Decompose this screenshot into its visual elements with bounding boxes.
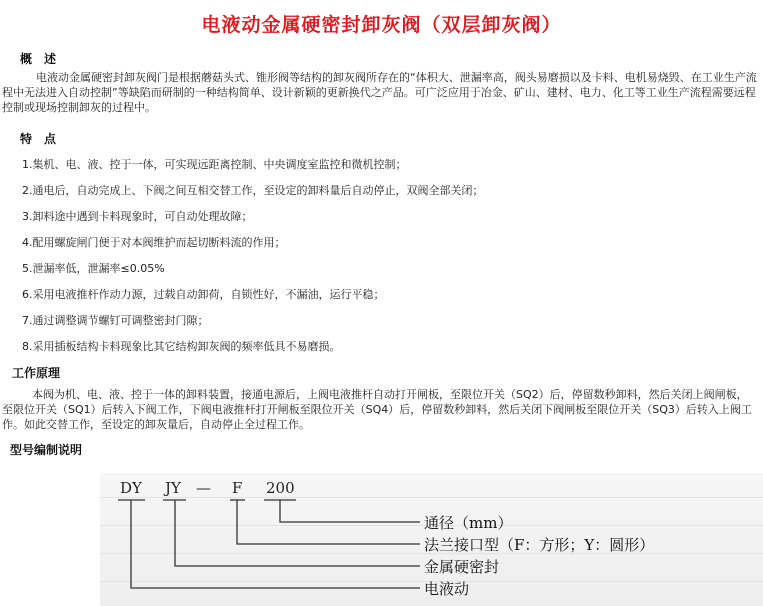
code-part-200: 200 (266, 479, 295, 497)
principle-text: 本阀为机、电、液、控于一体的卸料装置，接通电源后，上阀电液推杆自动打开闸板，至限位开关（SQ2）后，停留数秒卸料，然后关闭上阀闸板，至限位开关（SQ1）后转入下阀工作，下阀电液推杆打开闸板至限位开关（SQ4）后，停留数秒卸料，然后关闭下阀闸板至限位开关（SQ3）后转入上阀工作。如此交替工作，至设定的卸灰量后，自动停止全过程工作。 (2, 388, 752, 431)
code-part-f: F (232, 479, 243, 497)
legend-flange-type: 法兰接口型（F：方形；Y：圆形） (424, 536, 655, 554)
legend-electro-hydraulic: 电液动 (424, 580, 470, 598)
leader-diameter (280, 500, 420, 522)
feature-item-2: 2.通电后，自动完成上、下阀之间互相交替工作，至设定的卸料量后自动停止，双阀全部关闭； (22, 184, 484, 197)
model-heading: 型号编制说明 (10, 443, 83, 457)
feature-item-7: 7.通过调整调节螺钉可调整密封门隙； (22, 314, 209, 327)
leader-hard-seal (175, 500, 420, 566)
feature-item-4: 4.配用螺旋闸门便于对本阀维护而起切断料流的作用； (22, 236, 286, 249)
model-code-diagram (0, 463, 763, 606)
feature-item-3: 3.卸料途中遇到卡料现象时，可自动处理故障； (22, 210, 253, 223)
code-part-dash: — (196, 479, 211, 497)
legend-hard-seal: 金属硬密封 (424, 558, 500, 576)
code-part-dy: DY (120, 479, 142, 497)
feature-item-1: 1.集机、电、液、控于一体，可实现远距离控制、中央调度室监控和微机控制； (22, 158, 407, 171)
features-heading: 特 点 (20, 132, 57, 146)
principle-heading: 工作原理 (12, 366, 61, 380)
overview-text: 电液动金属硬密封卸灰阀门是根据蘑菇头式、锥形阀等结构的卸灰阀所存在的“体积大、泄漏率高，阀头易磨损以及卡料、电机易烧毁、在工业生产流程中无法进入自动控制”等缺陷而研制的一种结构简单、设计新颖的更新换代之产品。可广泛应用于冶金、矿山、建材、电力、化工等工业生产流程需要远程控制或现场控制卸灰的过程中。 (2, 71, 757, 114)
page-title: 电液动金属硬密封卸灰阀（双层卸灰阀） (201, 14, 562, 36)
feature-item-8: 8.采用插板结构卡料现象比其它结构卸灰阀的频率低具不易磨损。 (22, 340, 341, 353)
code-part-jy: JY (165, 479, 181, 497)
legend-diameter: 通径（mm） (424, 514, 513, 532)
overview-heading: 概 述 (20, 52, 57, 66)
feature-item-5: 5.泄漏率低，泄漏率≤0.05% (22, 262, 165, 275)
feature-item-6: 6.采用电液推杆作动力源，过载自动卸荷，自锁性好，不漏油，运行平稳； (22, 288, 385, 301)
